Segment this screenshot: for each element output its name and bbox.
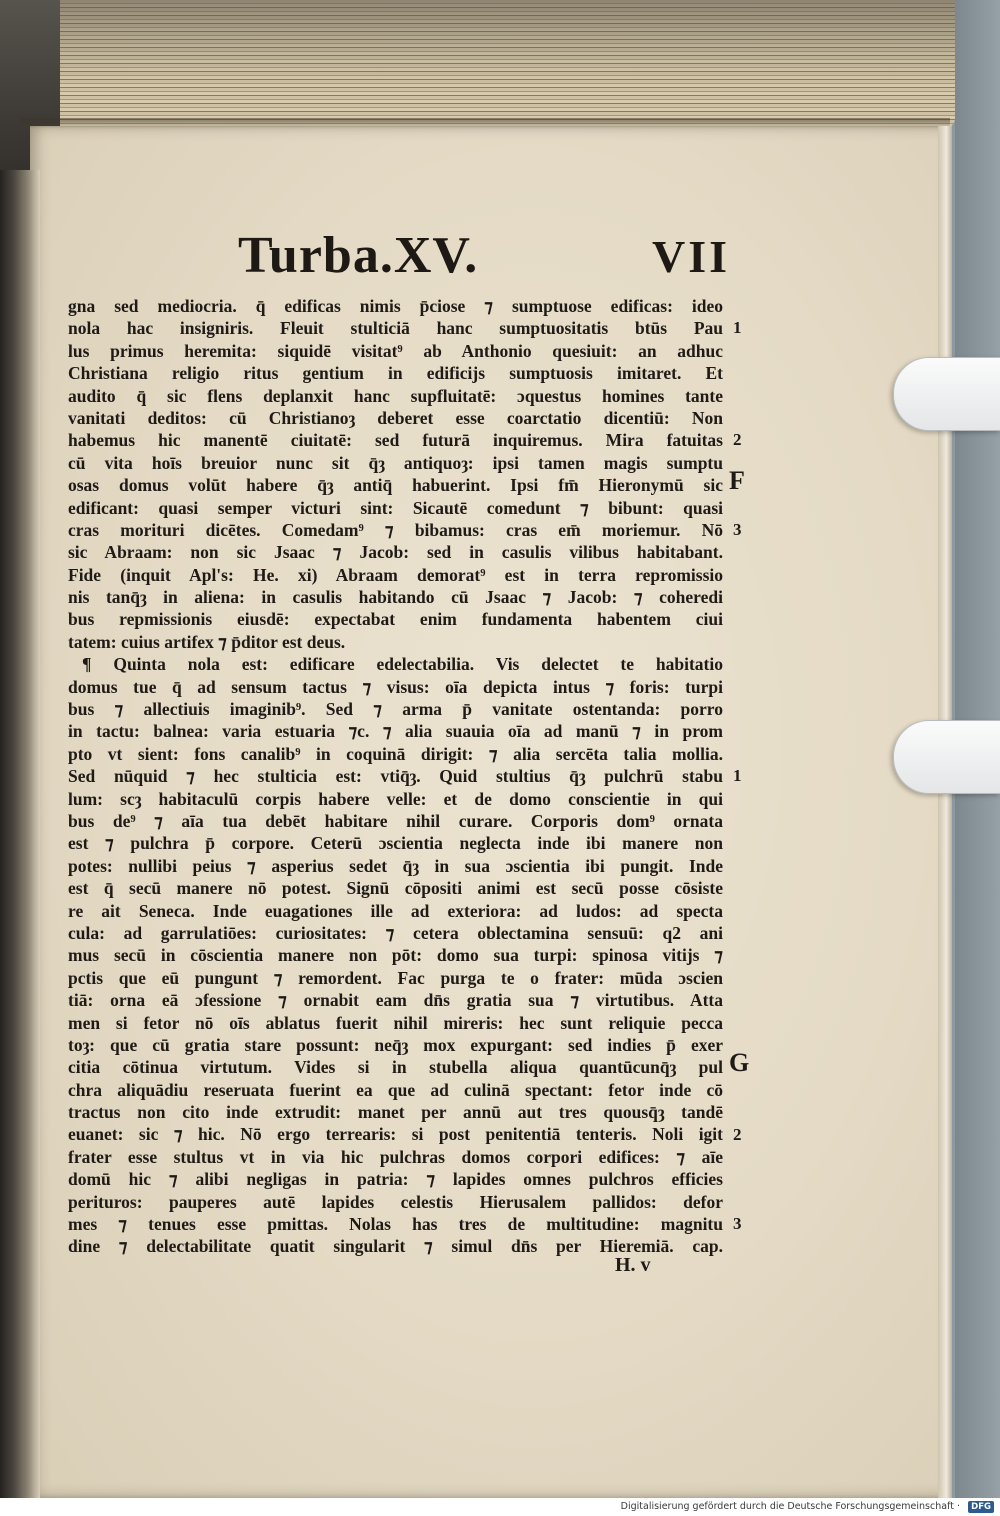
page-top-shadow [20, 118, 950, 128]
text-line: cula: ad garrulatiōes: curiositates: ⁊ cetera oblectamina sensuū: q2 ani [68, 922, 723, 943]
text-line: gna sed mediocria. q̄ edificas nimis p̄ciose ⁊ sumptuose edificas: ideo [68, 296, 723, 316]
margin-note: 1 [733, 766, 742, 786]
digitization-credit: Digitalisierung gefördert durch die Deutsche Forschungsgemeinschaft · [620, 1501, 960, 1512]
text-line: perituros: pauperes autē lapides celestis Hierusalem pallidos: defor [68, 1191, 723, 1212]
text-line: toȝ: que cū gratia stare possunt: neq̄ȝ mox expurgant: sed indies p̄ exer [68, 1034, 723, 1055]
text-line: habemus hic manentē ciuitatē: sed futurā inquiremus. Mira fatuitas [68, 430, 723, 451]
text-line: citia cōtinua virtutum. Vides si in stubella aliqua quantūcunq̄ȝ pul [68, 1057, 723, 1078]
text-line: Sed nūquid ⁊ hec stulticia est: vtiq̄ȝ. Quid stultius q̄ȝ pulchrū stabu [68, 766, 723, 787]
book-top-page-edges [20, 0, 955, 128]
signature-mark: H. v [615, 1254, 651, 1276]
text-line: edificant: quasi semper victuri sint: Sicautē comedunt ⁊ bibunt: quasi [68, 497, 723, 518]
text-line: men si fetor nō oīs ablatus fuerit nihil mireris: hec sunt reliquie pecca [68, 1012, 723, 1033]
text-block [68, 295, 723, 1258]
text-line: tiā: orna eā ɔfessione ⁊ ornabit eam dn̄s gratia sua ⁊ virtutibus. Atta [68, 990, 723, 1011]
margin-section-letter: G [729, 1048, 750, 1077]
text-line: nis tanq̄ȝ in aliena: in casulis habitando cū Jsaac ⁊ Jacob: ⁊ coheredi [68, 587, 723, 608]
text-line: lum: scȝ habitaculū corpis habere velle: et de domo conscientie in qui [68, 788, 723, 809]
page-fore-edge [938, 126, 952, 1498]
text-line: dine ⁊ delectabilitate quatit singularit ⁊ simul dn̄s per Hieremiā. cap. [68, 1236, 723, 1257]
text-line: bus repmissionis eiusdē: expectabat enim fundamenta habentem ciui [68, 609, 723, 630]
text-line: domus tue q̄ ad sensum tactus ⁊ visus: oīa depicta intus ⁊ foris: turpi [68, 676, 723, 697]
book-clip-upper [893, 357, 1000, 431]
margin-note: 1 [733, 318, 742, 338]
running-title: Turba.XV. [238, 227, 479, 284]
margin-note: 3 [733, 520, 742, 539]
text-line: euanet: sic ⁊ hic. Nō ergo terrearis: si post penitentiā tenteris. Noli igit [68, 1124, 723, 1145]
text-line: mus secū in cōscientia manere non pōt: domo sua turpi: spinosa vitijs ⁊ [68, 945, 723, 966]
margin-section-letter: F [729, 466, 745, 495]
text-line: in tactu: balnea: varia estuaria ⁊c. ⁊ alia suauia oīa ad manū ⁊ in prom [68, 721, 723, 742]
text-line: audito q̄ sic flens deplanxit hanc supfluitatē: ɔquestus homines tante [68, 385, 723, 406]
text-line: pctis que eū pungunt ⁊ remordent. Fac purga te o frater: mūda ɔscien [68, 967, 723, 988]
margin-note: 2 [733, 1124, 742, 1144]
text-line: cū vita hoīs breuior nunc sit q̄ȝ antiquoȝ: ipsi tamen magis sumptu [68, 452, 723, 473]
book-clip-lower [893, 720, 1000, 794]
margin-note: 3 [733, 1214, 742, 1234]
text-line: nola hac insigniris. Fleuit stulticiā hanc sumptuositatis btūs Pau [68, 318, 723, 339]
text-line: mes ⁊ tenues esse pmittas. Nolas has tres de multitudine: magnitu [68, 1214, 723, 1235]
text-line: re ait Seneca. Inde euagationes ille ad exteriora: ad ludos: ad specta [68, 900, 723, 921]
left-gutter-facing-page [0, 170, 40, 1498]
text-line: sic Abraam: non sic Jsaac ⁊ Jacob: sed in casulis vilibus habitabant. [68, 542, 723, 563]
dfg-logo: DFG [968, 1501, 994, 1513]
text-line: domū hic ⁊ alibi negligas in patria: ⁊ lapides omnes pulchros efficies [68, 1169, 723, 1190]
paragraph-start-line: ¶ Quinta nola est: edificare edelectabilia. Vis delectet te habitatio [82, 654, 723, 675]
text-line: lus primus heremita: siquidē visitat⁹ ab Anthonio quesiuit: an adhuc [68, 340, 723, 361]
text-line: Christiana religio ritus gentium in edificijs sumptuosis imitaret. Et [68, 363, 723, 384]
text-line: frater esse stultus vt in via hic pulchras domos corpori edifices: ⁊ aīe [68, 1146, 723, 1167]
folio-number: VII [652, 231, 731, 282]
text-line: tatem: cuius artifex ⁊ p̄ditor est deus. [68, 631, 346, 652]
text-line: potes: nullibi peius ⁊ asperius sedet q̄ȝ in sua ɔscientia ibi pungit. Inde [68, 855, 723, 876]
text-line: Fide (inquit Apl's: He. xi) Abraam demorat⁹ est in terra repromissio [68, 564, 723, 585]
text-line: chra aliquādiu reseruata fuerint ea que ad culinā spectant: fetor inde cō [68, 1079, 723, 1100]
margin-note: 2 [733, 430, 742, 450]
text-line: bus de⁹ ⁊ aīa tua debēt habitare nihil curare. Corporis dom⁹ ornata [68, 810, 723, 831]
text-line: osas domus volūt habere q̄ȝ antiq̄ habuerint. Ipsi fm̄ Hieronymū sic [68, 475, 723, 496]
text-line: tractus non cito inde extrudit: manet per annū aut tres quousq̄ȝ tandē [68, 1102, 723, 1123]
text-line: est q̄ secū manere nō potest. Signū cōpositi animi est secū posse cōsiste [68, 878, 723, 899]
text-line: est ⁊ pulchra p̄ corpore. Ceterū ɔscientia neglecta inde ibi manere non [68, 833, 723, 854]
text-line: pto vt sient: fons canalib⁹ in coquinā dirigit: ⁊ alia sercēta talia mollia. [68, 743, 723, 764]
text-line: bus ⁊ allectiuis imaginib⁹. Sed ⁊ arma p̄ vanitate ostentanda: porro [68, 699, 723, 720]
text-line: cras morituri dicētes. Comedam⁹ ⁊ bibamus: cras em̄ moriemur. Nō [68, 519, 723, 540]
text-line: vanitati deditos: cū Christianoȝ deberet esse coarctatio dicentiū: Non [68, 407, 723, 428]
